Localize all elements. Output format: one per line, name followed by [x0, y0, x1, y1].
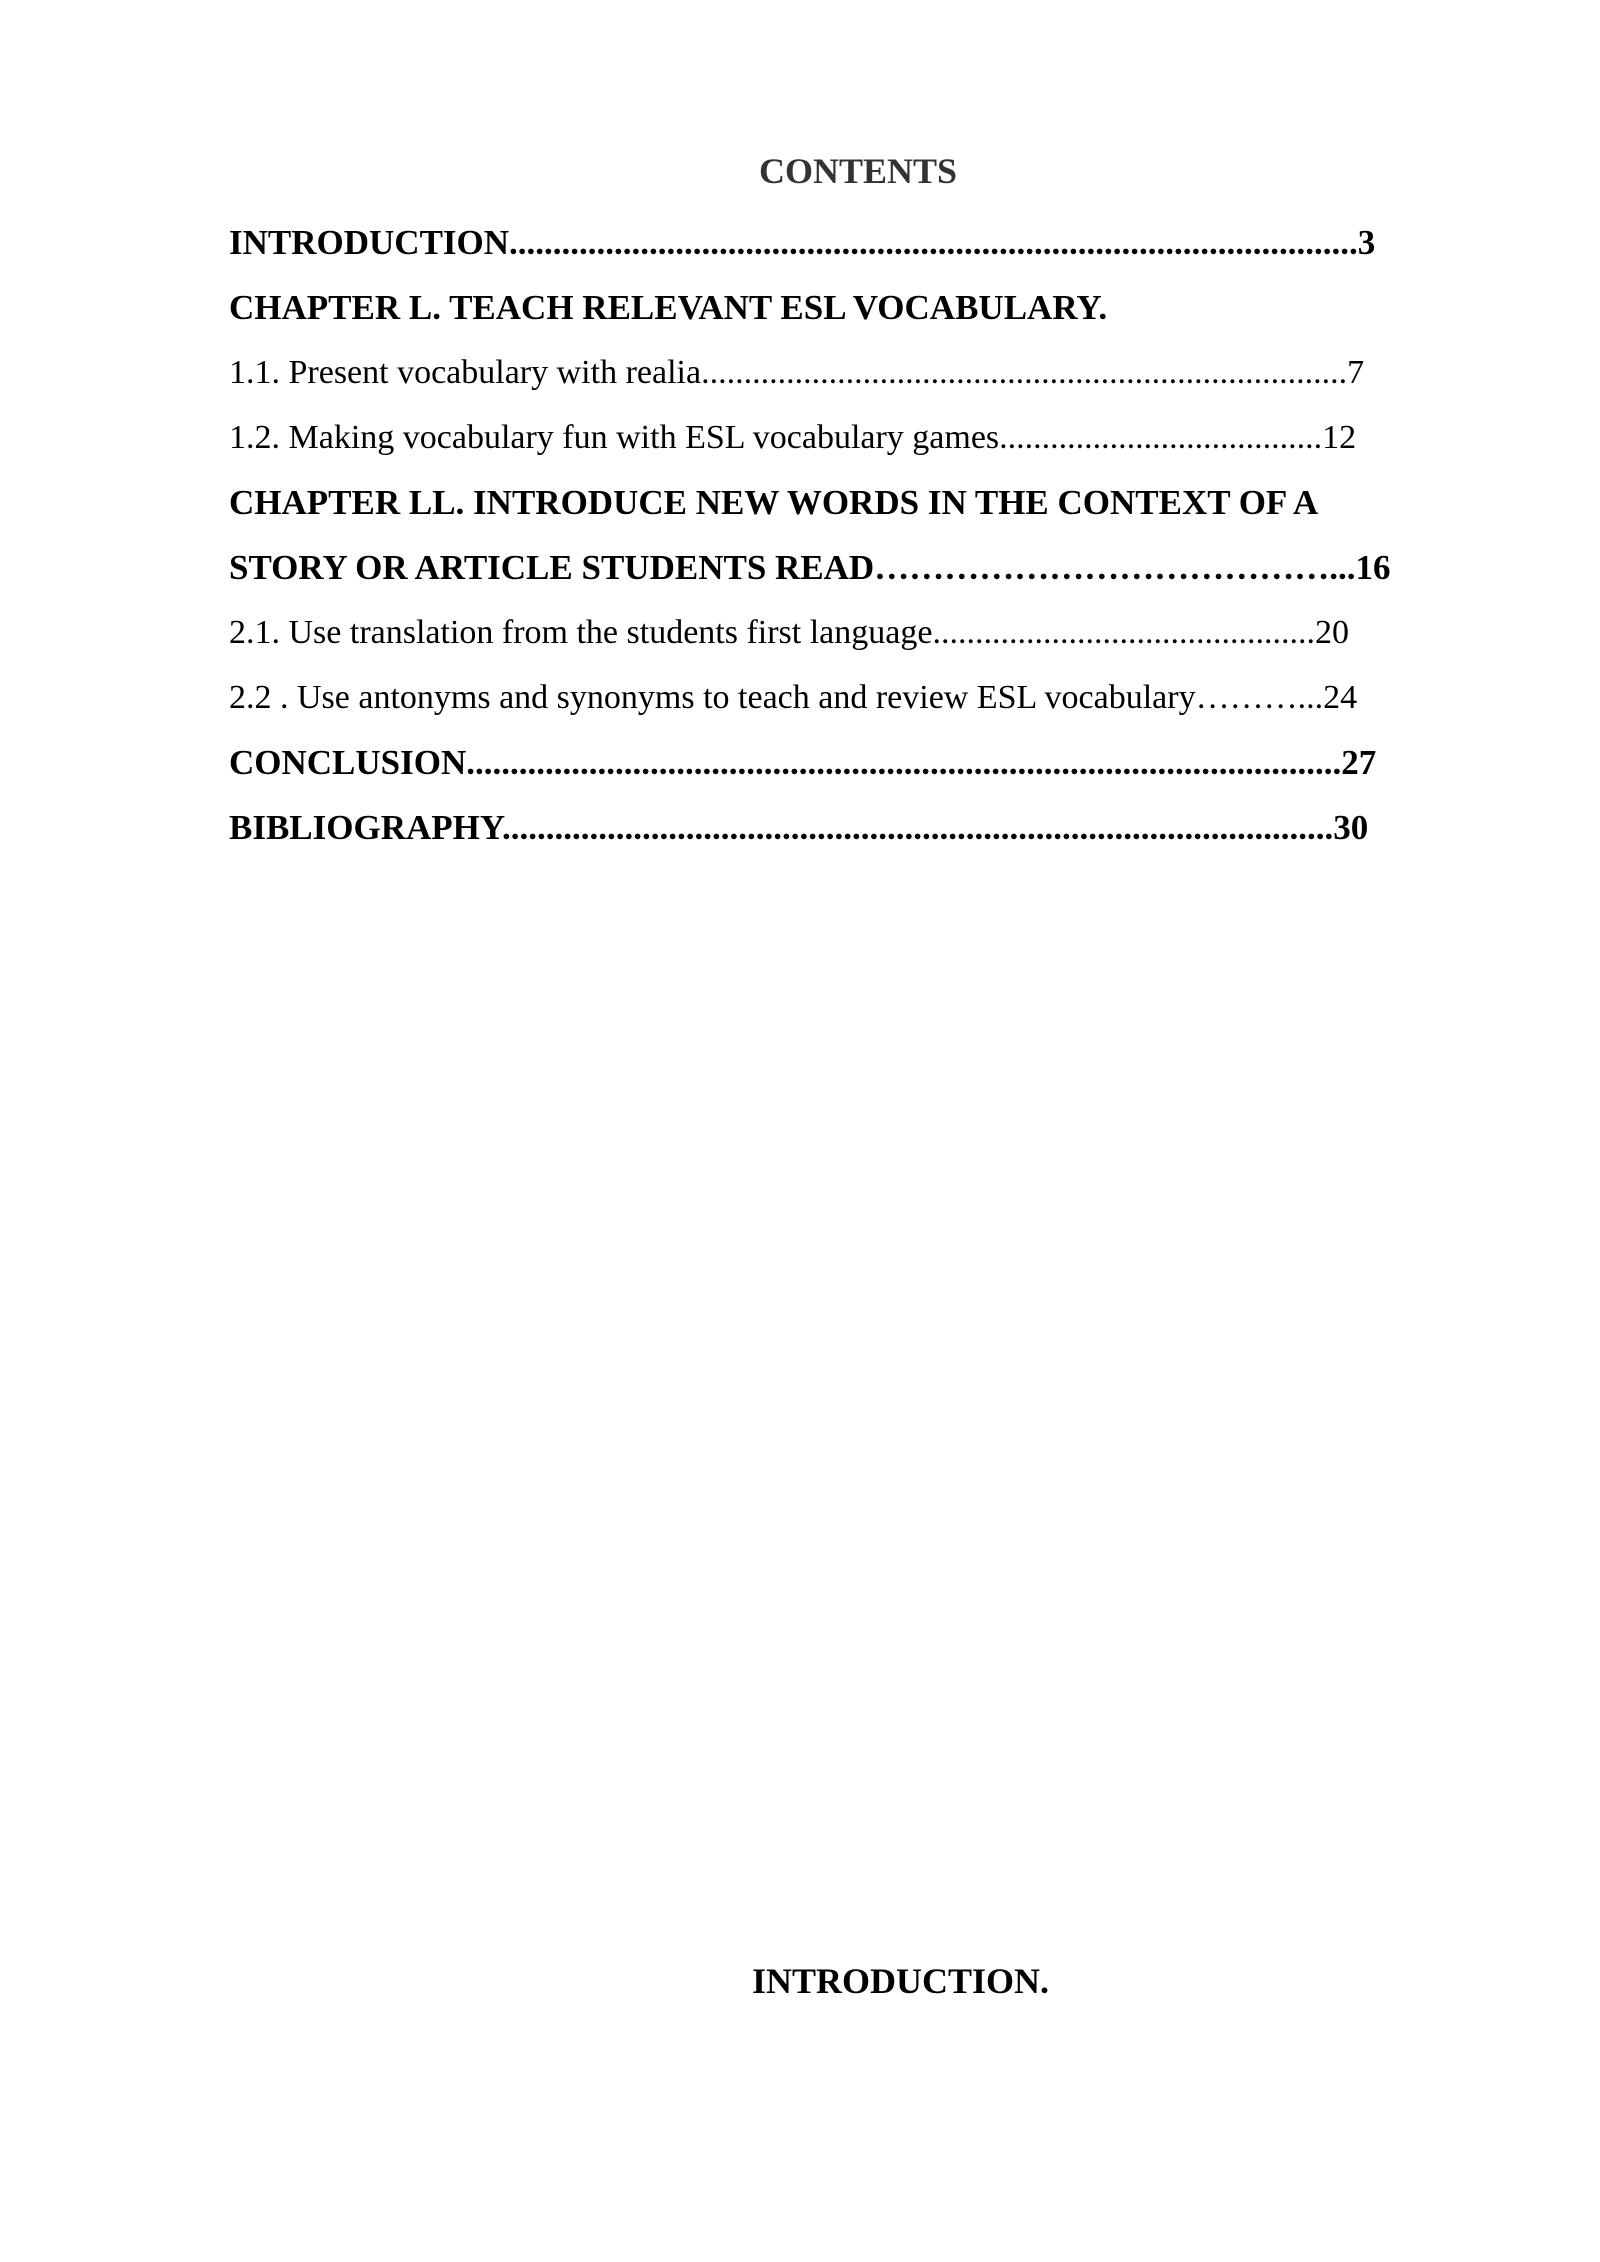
toc-entry-2-1: 2.1. Use translation from the students first language.............................................20 — [229, 614, 1349, 651]
toc-entry-bibliography: BIBLIOGRAPHY...............................................................................................30 — [229, 808, 1369, 847]
contents-title: CONTENTS — [758, 151, 958, 191]
toc-entry-2-2: 2.2 . Use antonyms and synonyms to teach and review ESL vocabulary………...24 — [229, 679, 1358, 716]
toc-entry-1-2: 1.2. Making vocabulary fun with ESL vocabulary games......................................12 — [229, 419, 1357, 456]
toc-entry-conclusion: CONCLUSION....................................................................................................27 — [229, 743, 1377, 782]
toc-entry-chapter-2-line-1: CHAPTER LL. INTRODUCE NEW WORDS IN THE CONTEXT OF A — [229, 483, 1319, 522]
toc-entry-chapter-2-line-2: STORY OR ARTICLE STUDENTS READ…………………………………...16 — [229, 548, 1391, 587]
toc-entry-chapter-1: CHAPTER L. TEACH RELEVANT ESL VOCABULARY. — [229, 288, 1108, 327]
toc-entry-introduction: INTRODUCTION.................................................................................................3 — [229, 223, 1376, 262]
introduction-heading: INTRODUCTION. — [752, 1961, 1050, 2001]
table-of-contents — [229, 210, 1487, 860]
toc-entry-1-1: 1.1. Present vocabulary with realia............................................................................7 — [229, 354, 1365, 391]
